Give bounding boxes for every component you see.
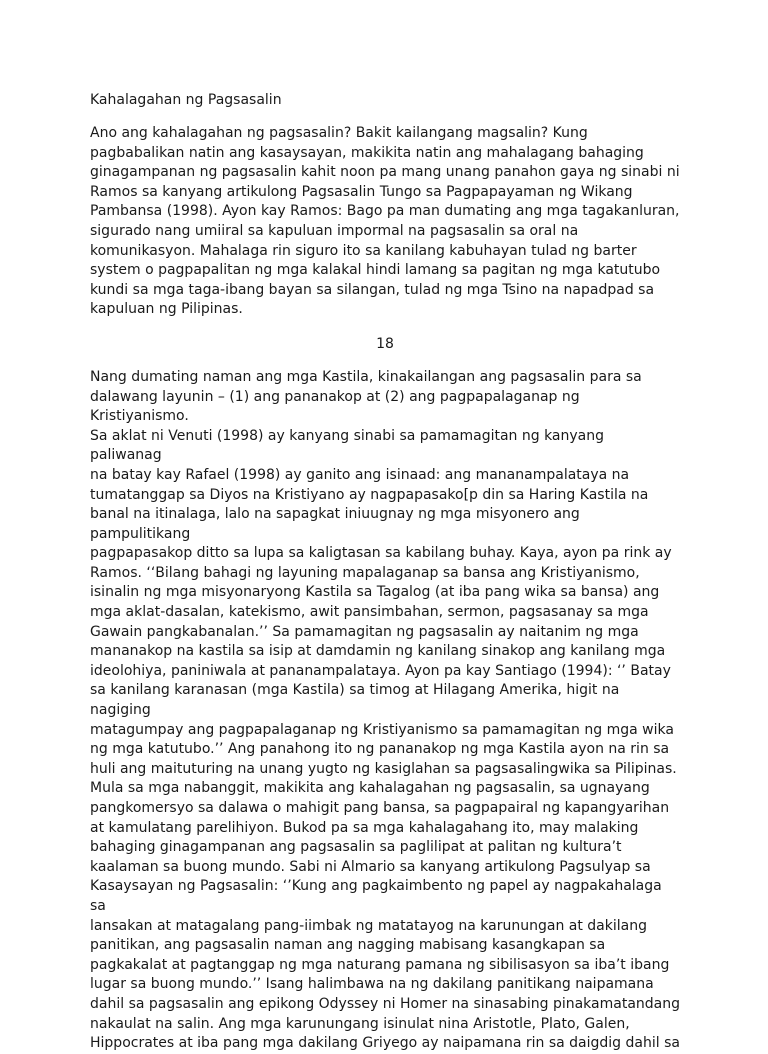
paragraph-history: Nang dumating naman ang mga Kastila, kinakailangan ang pagsasalin para sa dalawang layunin – (1) ang pananakop at (2) ang pagpapalaganap ng Kristiyanismo. Sa aklat ni Venuti (1998) ay kanyang sinabi sa pamamagitan ng kanyang paliwanag na batay kay Rafael (1998) ay ganito ang isinaad: ang mananampalataya na tumatanggap sa Diyos na Kristiyano ay nagpapasako[p din sa Haring Kastila na banal na itinalaga, lalo na sapagkat iniuugnay ng mga misyonero ang pampulitikang pagpapasakop ditto sa lupa sa kaligtasan sa kabilang buhay. Kaya, ayon pa rink ay Ramos. ‘‘Bilang bahagi ng layuning mapalaganap sa bansa ang Kristiyanismo, isinalin ng mga misyonaryong Kastila sa Tagalog (at iba pang wika sa bansa) ang mga aklat-dasalan, katekismo, awit pansimbahan, sermon, pagsasanay sa mga Gawain pangkabanalan.’’ Sa pamamagitan ng pagsasalin ay naitanim ng mga mananakop na kastila sa isip at damdamin ng kanilang sinakop ang kanilang mga ideolohiya, paniniwala at pananampalataya. Ayon pa kay Santiago (1994): ‘’ Batay sa kanilang karanasan (mga Kastila) sa timog at Hilagang Amerika, higit na nagiging matagumpay ang pagpapalaganap ng Kristiyanismo sa pamamagitan ng mga wika ng mga katutubo.’’ Ang panahong ito ng pananakop ng mga Kastila ayon na rin sa huli ang maituturing na unang yugto ng kasiglahan sa pagsasalingwika sa Pilipinas. Mula sa mga nabanggit, makikita ang kahalagahan ng pagsasalin, sa ugnayang pangkomersyo sa dalawa o mahigit pang bansa, sa pagpapairal ng kapangyarihan at kamulatang parelihiyon. Bukod pa sa mga kahalagahang ito, may malaking bahaging ginagampanan ang pagsasalin sa paglilipat at palitan ng kultura’t kaalaman sa buong mundo. Sabi ni Almario sa kanyang artikulong Pagsulyap sa Kasaysayan ng Pagsasalin: ‘’Kung ang pagkaimbento ng papel ay nagpakahalaga sa lansakan at matagalang pang-iimbak ng matatayog na karunungan at dakilang panitikan, ang pagsasalin naman ang nagging mabisang kasangkapan sa pagkakalat at pagtanggap ng mga naturang pamana ng sibilisasyon sa iba’t ibang lugar sa buong mundo.’’ Isang halimbawa na ng dakilang panitikang naipamana dahil sa pagsasalin ang epikong Odyssey ni Homer na sinasabing pinakamatandang nakaulat na salin. Ang mga karunungang isinulat nina Aristotle, Plato, Galen, Hippocrates at iba pang mga dakilang Griyego ay naipamana rin sa daigdig dahil sa — [90, 368, 680, 1052]
paragraph-intro: Ano ang kahalagahan ng pagsasalin? Bakit kailangang magsalin? Kung pagbabalikan natin ang kasaysayan, makikita natin ang mahalagang bahaging ginagampanan ng pagsasalin kahit noon pa mang unang panahon gaya ng sinabi ni Ramos sa kanyang artikulong Pagsasalin Tungo sa Pagpapayaman ng Wikang Pambansa (1998). Ayon kay Ramos: Bago pa man dumating ang mga tagakanluran, sigurado nang umiiral sa kapuluan impormal na pagsasalin sa oral na komunikasyon. Mahalaga rin siguro ito sa kanilang kabuhayan tulad ng barter system o pagpapalitan ng mga kalakal hindi lamang sa pagitan ng mga katutubo kundi sa mga taga-ibang bayan sa silangan, tulad ng mga Tsino na napadpad sa kapuluan ng Pilipinas. — [90, 125, 680, 318]
document-page — [90, 90, 680, 1054]
page-number: 18 — [376, 335, 394, 352]
document-title: Kahalagahan ng Pagsasalin — [90, 92, 282, 108]
